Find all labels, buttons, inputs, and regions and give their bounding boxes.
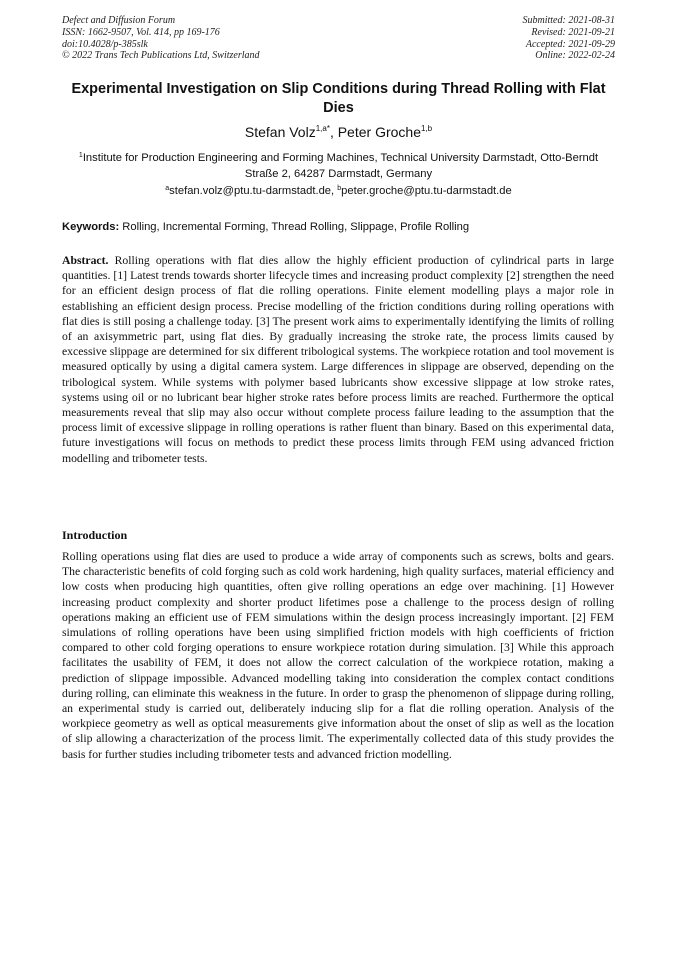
email-b: peter.groche@ptu.tu-darmstadt.de [341, 185, 512, 197]
paper-title: Experimental Investigation on Slip Conditions during Thread Rolling with Flat Dies [71, 81, 606, 116]
abstract-text: Rolling operations with flat dies allow the highly efficient production of cylindrical parts in large quantities. [1] Latest trends towards shorter lifecycle times and increasing product complexity [2] strengthen the need for an efficient design process of flat die rolling operations. Finite element modelling plays a major role in establishing an efficient design process. Precise modelling of the friction conditions during rolling operations with flat dies is still posing a challenge today. [3] The present work aims to experimentally identifying the limits of rolling of an axisymmetric part, using flat dies. By gradually increasing the stroke rate, the process limits caused by excessive slippage are determined for six different tribological systems. The workpiece rotation and tool movement is measured optically by using a digital camera system. Large differences in slippage are observed, depending on the tribological system. While systems with polymer based lubricants show excessive slippage at low stroke rates, systems using oil or no lubricant bear higher stroke rates before process limits are reached. Furthermore the optical measurements reveal that slip may also occur without complete process failure leading to the assumption that the process limit of excessive slippage in rolling operations is rather fluent than binary. Based on this experimental data, future investigations will focus on methods to predict these process limits through FEM using advanced friction modelling and tribometer tests. [62, 254, 614, 465]
abstract [62, 253, 614, 466]
date-accepted: Accepted: 2021-09-29 [525, 38, 615, 50]
email-line [62, 185, 615, 197]
affiliation [62, 151, 615, 182]
author-separator: , [329, 124, 338, 140]
journal-info [62, 15, 260, 62]
date-online: Online: 2022-02-24 [535, 50, 615, 62]
author-2-sup: 1,b [420, 124, 433, 133]
publication-dates [523, 15, 616, 62]
journal-copyright: © 2022 Trans Tech Publications Ltd, Switzerland [62, 50, 260, 62]
email-separator: , [331, 185, 338, 197]
keywords-text: Rolling, Incremental Forming, Thread Rolling, Slippage, Profile Rolling [119, 221, 470, 233]
journal-name: Defect and Diffusion Forum [62, 15, 176, 26]
author-line [62, 124, 615, 140]
affiliation-text: Institute for Production Engineering and Forming Machines, Technical University Darmstadt, Otto-Berndt Straße 2, 64287 Darmstadt, Germany [82, 152, 599, 180]
keywords-label: Keywords: [62, 221, 120, 233]
author-1-sup: 1,a* [315, 124, 330, 133]
introduction-heading: Introduction [62, 528, 128, 542]
date-submitted: Submitted: 2021-08-31 [522, 15, 615, 26]
email-b-sup: b [337, 185, 342, 192]
affiliation-sup: 1 [78, 152, 83, 159]
abstract-label: Abstract. [62, 254, 109, 267]
journal-issn: ISSN: 1662-9507, Vol. 414, pp 169-176 [62, 26, 220, 38]
email-a-sup: a [165, 185, 170, 192]
journal-doi: doi:10.4028/p-385slk [62, 38, 148, 50]
author-1: Stefan Volz [244, 124, 316, 140]
email-a: stefan.volz@ptu.tu-darmstadt.de [169, 185, 332, 197]
introduction-body: Rolling operations using flat dies are used to produce a wide array of components such as screws, bolts and gears. The characteristic benefits of cold forging such as cold work hardening, high quality surfaces, material efficiency and low costs when producing high quantities, often give rolling operations an edge over machining. [1] However increasing product complexity and shorter product lifetimes pose a challenge to the process design of rolling operations making an efficient use of FEM simulations within the design process increasingly important. [2] FEM simulations of rolling operations have been using simplified friction models with high coefficients of friction compared to other cold forging operations to ensure workpiece rotation during simulation. [3] While this approach facilitates the usability of FEM, it does not allow the correct calculation of the workpiece rotation, making a prediction of slippage impossible. Advanced modelling taking into consideration the complex contact conditions during rolling, can eliminate this weakness in the future. In order to grasp the phenomenon of slippage during rolling, an experimental study is carried out, deliberately inducing slip for a flat die rolling operation. Analysis of the workpiece geometry as well as optical measurements give information about the onset of slip as well as the location of slip allowing a characterization of the process limit. The experimentally collected data of this study provides the basis for further studies including tribometer tests and advanced friction modelling. [62, 550, 614, 761]
author-2: Peter Groche [337, 124, 421, 140]
keywords [62, 221, 615, 233]
date-revised: Revised: 2021-09-21 [531, 26, 615, 38]
